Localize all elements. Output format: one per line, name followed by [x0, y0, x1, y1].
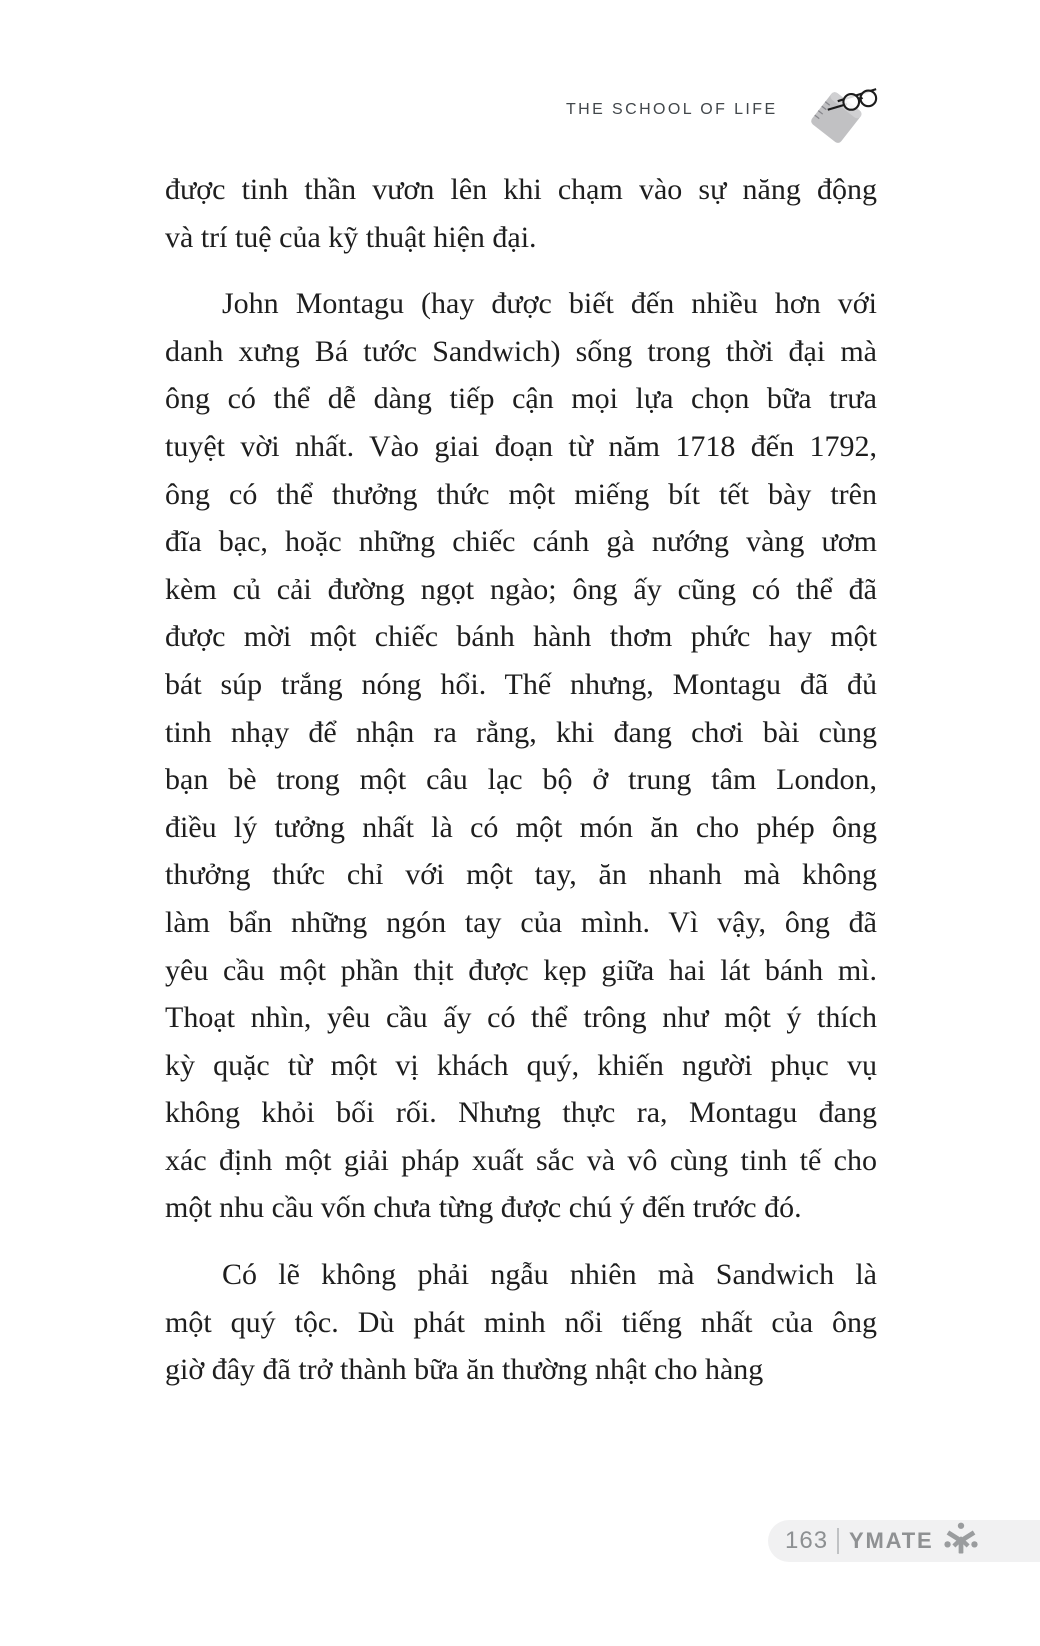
text-line: một nhu cầu vốn chưa từng được chú ý đến trước đó. — [165, 1191, 802, 1225]
text-line: điều lý tưởng nhất là có một món ăn cho phép ông — [165, 810, 877, 844]
text-line: ông có thể dễ dàng tiếp cận mọi lựa chọn bữa trưa — [165, 382, 877, 416]
text-line: được mời một chiếc bánh hành thơm phức hay một — [165, 620, 877, 654]
text-line: Có lẽ không phải ngẫu nhiên mà Sandwich là — [222, 1258, 877, 1292]
text-line: bát súp trắng nóng hổi. Thế nhưng, Montagu đã đủ — [165, 667, 877, 701]
page-number: 163 — [785, 1527, 829, 1554]
header-brand-title: THE SCHOOL OF LIFE — [566, 101, 778, 118]
notebook-glasses-icon — [802, 82, 882, 146]
text-line: kèm củ cải đường ngọt ngào; ông ấy cũng có thể đã — [165, 572, 877, 606]
text-line: danh xưng Bá tước Sandwich) sống trong thời đại mà — [165, 334, 877, 368]
paragraph — [165, 166, 877, 261]
footer-page-pill — [768, 1520, 1040, 1562]
text-line: Thoạt nhìn, yêu cầu ấy có thể trông như một ý thích — [165, 1001, 877, 1035]
ymate-logo-icon — [942, 1521, 980, 1559]
text-line: ông có thể thưởng thức một miếng bít tết bày trên — [165, 477, 877, 511]
paragraph — [165, 1251, 877, 1394]
text-line: một quý tộc. Dù phát minh nổi tiếng nhất của ông — [165, 1305, 877, 1339]
text-line: đĩa bạc, hoặc những chiếc cánh gà nướng vàng ươm — [165, 525, 877, 559]
text-line: kỳ quặc từ một vị khách quý, khiến người phục vụ — [165, 1048, 877, 1082]
footer-brand-label: YMATE — [849, 1528, 934, 1553]
paragraph — [165, 280, 877, 1232]
text-line: xác định một giải pháp xuất sắc và vô cùng tinh tế cho — [165, 1143, 877, 1177]
text-line: John Montagu (hay được biết đến nhiều hơn với — [222, 287, 877, 321]
footer-divider — [837, 1528, 839, 1554]
text-block — [165, 166, 877, 1394]
text-line: không khỏi bối rối. Nhưng thực ra, Montagu đang — [165, 1096, 877, 1130]
text-line: và trí tuệ của kỹ thuật hiện đại. — [165, 220, 537, 254]
text-line: được tinh thần vươn lên khi chạm vào sự năng động — [165, 173, 877, 206]
text-line: tuyệt vời nhất. Vào giai đoạn từ năm 1718 đến 1792, — [165, 429, 877, 463]
text-line: bạn bè trong một câu lạc bộ ở trung tâm London, — [165, 763, 877, 797]
text-line: giờ đây đã trở thành bữa ăn thường nhật cho hàng — [165, 1353, 764, 1387]
text-line: yêu cầu một phần thịt được kẹp giữa hai lát bánh mì. — [165, 953, 877, 987]
text-line: thưởng thức chỉ với một tay, ăn nhanh mà không — [165, 858, 877, 892]
text-line: tinh nhạy để nhận ra rằng, khi đang chơi bài cùng — [165, 715, 877, 749]
text-line: làm bẩn những ngón tay của mình. Vì vậy, ông đã — [165, 905, 877, 939]
